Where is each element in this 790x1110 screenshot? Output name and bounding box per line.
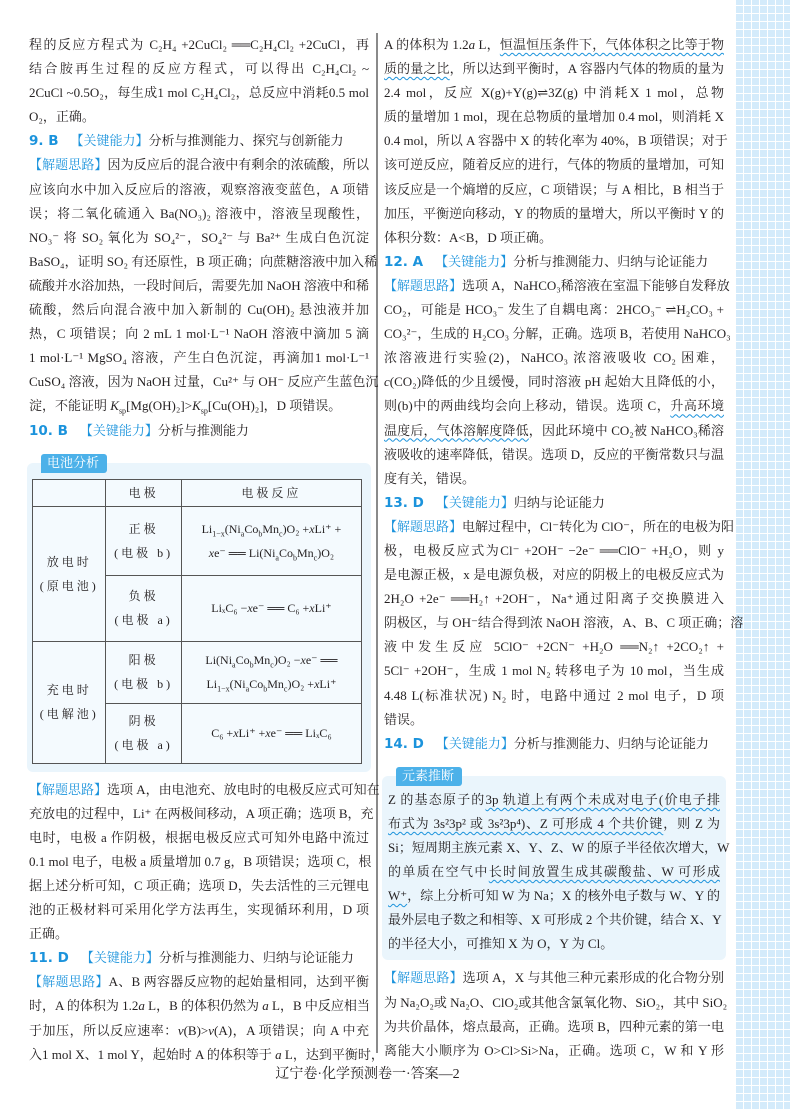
- text-segment: O₂，正确。: [29, 109, 95, 125]
- text-line: [29, 1019, 369, 1043]
- text-line: [29, 346, 369, 370]
- subscript: b: [258, 528, 263, 538]
- text-segment: Co: [235, 653, 250, 668]
- reaction-line: [182, 541, 361, 565]
- text-segment: L，达到平衡时，: [281, 1046, 384, 1062]
- column-divider: [376, 33, 378, 1053]
- text-segment: )O₂ +: [282, 521, 310, 536]
- text-segment: 选项 A，NaHCO₃稀溶液在室温下能够自发释放: [462, 277, 730, 293]
- text-segment: 热，C 项错误；向 2 mL 1 mol·L⁻¹ NaOH 溶液中滴加 5 滴: [29, 326, 369, 342]
- text-segment: 加压，平衡逆向移动，Y 的物质的量增大，所以平衡时 Y 的: [384, 205, 724, 221]
- italic-variable: x: [265, 726, 271, 741]
- state-cell: [33, 641, 106, 763]
- question-number: 14. D: [384, 735, 424, 752]
- subscript: a: [245, 684, 250, 694]
- text-segment: 错误。: [384, 711, 424, 727]
- text-line: [384, 298, 724, 322]
- subscript: a: [232, 660, 236, 670]
- text-line: [384, 105, 724, 129]
- text-line: [384, 419, 724, 443]
- text-segment: 阴极区，与 OH⁻结合得到浓 NaOH 溶液，A、B、C 项正确；溶: [384, 615, 744, 631]
- text-line: [29, 226, 369, 250]
- text-segment: CO₂，可能是 HCO₃⁻ 发生了自耦电离：2HCO₃⁻ ⇌H₂CO₃ +: [384, 302, 724, 318]
- right-column: [384, 33, 744, 1063]
- text-line: [384, 153, 724, 177]
- emphasis-underline: 恒温恒压条件下，气体体积之比等于物: [499, 37, 724, 52]
- text-line: [384, 659, 724, 683]
- text-line: [29, 826, 369, 850]
- text-segment: 是电源正极，x 是电源负极，对应的阴极上的电极反应式为: [384, 567, 724, 583]
- section-label: 【解题思路】: [384, 278, 463, 294]
- text-segment: e⁻ ══ LiₓC₆: [270, 726, 332, 741]
- text-line: [29, 874, 369, 898]
- key-ability-text: 分析与推测能力、探究与创新能力: [148, 133, 344, 149]
- text-line: [384, 394, 724, 418]
- text-line: [384, 129, 728, 153]
- text-segment: (Ni: [229, 677, 246, 692]
- text-segment: Li⁺ +: [314, 521, 342, 536]
- text-segment: Co: [278, 545, 293, 560]
- text-line: [29, 994, 369, 1018]
- text-line: [384, 611, 744, 635]
- text-line: [384, 966, 724, 990]
- text-segment: 电解过程中，Cl⁻转化为 ClO⁻，所在的电极为阳: [462, 518, 734, 534]
- text-segment: NO₃⁻ 将 SO₂ 氧化为 SO₄²⁻，SO₄²⁻ 与 Ba²⁺ 生成白色沉淀: [29, 229, 369, 245]
- text-segment: 浓溶液进行实验(2)，NaHCO₃ 浓溶液吸收 CO₂ 困难，: [384, 350, 724, 366]
- text-segment: ，因此环境中 CO₂被 NaHCO₃稀溶: [528, 422, 724, 438]
- text-line: [384, 202, 724, 226]
- text-line: [384, 33, 724, 57]
- text-line: [384, 563, 724, 587]
- text-segment: [Mg(OH)₂]>: [126, 398, 193, 414]
- text-line: [384, 467, 724, 491]
- subscript: 1−x: [217, 684, 230, 694]
- text-line: [384, 443, 724, 467]
- subscript: 1−x: [212, 528, 225, 538]
- question-number: 10. B: [29, 422, 68, 439]
- text-segment: 硫酸并水浴加热，一段时间后，需要先加 NaOH 溶液中和稀: [29, 277, 369, 293]
- text-segment: 结合胺再生过程的反应方程式，可以得出 C₂H₄Cl₂ ~: [29, 61, 369, 77]
- key-ability-label: 【关键能力】: [80, 951, 159, 967]
- text-line: [384, 178, 724, 202]
- question-number: 13. D: [384, 494, 424, 511]
- text-segment: Mn: [253, 653, 271, 668]
- italic-variable: a: [262, 998, 269, 1014]
- text-segment: Li(Ni: [205, 653, 233, 668]
- text-line: [388, 860, 720, 884]
- reaction-line: [182, 721, 361, 745]
- text-segment: 误；将二氧化硫通入 Ba(NO₃)₂ 溶液中，溶液呈现酸性，: [29, 205, 369, 221]
- emphasis-underline: 升高环境: [670, 398, 724, 414]
- text-segment: A 的体积为 1.2: [384, 37, 469, 52]
- italic-variable: v: [208, 1022, 215, 1038]
- reaction-cell: [181, 575, 361, 641]
- text-segment: )O₂ −: [273, 653, 301, 668]
- text-segment: )O₂ +: [287, 677, 315, 692]
- subscript: sp: [200, 407, 208, 416]
- key-ability-label: 【关键能力】: [435, 736, 514, 752]
- text-segment: 最外层电子数之和相等、X 可形成 2 个共价键，结合 X、Y: [388, 912, 722, 928]
- text-segment: Si；短周期主族元素 X、Y、Z、W 的原子半径依次增大，W: [388, 840, 730, 855]
- text-segment: 据上述分析可知，C 项正确；选项 D，失去活性的三元锂电: [29, 877, 369, 893]
- text-segment: )O₂: [317, 545, 335, 560]
- text-line: [388, 908, 720, 932]
- text-segment: Co: [249, 677, 264, 692]
- electrode-label: 正极: [128, 521, 159, 536]
- text-segment: 充放电的过程中，Li⁺ 在两极间移动，A 项正确；选项 B，充: [29, 805, 374, 821]
- text-line: [388, 932, 720, 956]
- text-line: [384, 684, 724, 708]
- text-segment: 程的反应方程式为 C₂H₄ +2CuCl₂ ══C₂H₄Cl₂ +2CuCl，再: [29, 37, 369, 52]
- text-line: [29, 105, 369, 129]
- text-segment: 极，电极反应式为Cl⁻ +2OH⁻ −2e⁻ ══ClO⁻ +H₂O，则 y: [384, 542, 724, 558]
- table-header-cell: 电极反应: [181, 479, 361, 506]
- key-ability-label: 【关键能力】: [79, 423, 158, 439]
- electrode-label: (电极 b): [114, 677, 174, 692]
- text-line: [384, 587, 724, 611]
- text-segment: [Cu(OH)₂]，D 项错误。: [207, 398, 342, 414]
- italic-variable: x: [208, 545, 215, 560]
- key-ability-label: 【关键能力】: [70, 134, 149, 150]
- text-segment: e⁻ ══: [305, 653, 338, 668]
- state-label: 充电时: [46, 683, 92, 698]
- italic-variable: x: [309, 601, 315, 616]
- text-line: [29, 81, 369, 105]
- text-segment: Co: [244, 521, 259, 536]
- text-segment: Li: [206, 677, 218, 692]
- text-segment: e⁻ ══ Li(Ni: [214, 545, 276, 560]
- text-segment: 该反应是一个熵增的反应，C 项错误；与 A 相比，B 相当于: [384, 181, 724, 197]
- text-segment: A、B 两容器反应物的起始量相同，达到平衡: [108, 974, 369, 990]
- text-segment: BaSO₄，证明 SO₂ 有还原性，B 项正确；向蔗糖溶液中加入稀: [29, 253, 378, 269]
- text-line: [384, 274, 730, 298]
- text-segment: e⁻ ══ C₆ +: [252, 601, 310, 616]
- subscript: a: [240, 528, 245, 538]
- text-line: [384, 1039, 724, 1063]
- subscript: b: [249, 660, 254, 670]
- reaction-line: [182, 517, 361, 541]
- key-ability-text: 分析与推测能力、归纳与论证能力: [158, 950, 354, 966]
- text-segment: LiₓC₆ −: [211, 601, 248, 616]
- left-column: [29, 33, 384, 1067]
- italic-variable: a: [275, 1046, 282, 1062]
- text-line: [388, 788, 720, 812]
- text-segment: 度有关，错误。: [384, 470, 476, 486]
- text-segment: 质的量增加 1 mol，现在总物质的量增加 0.4 mol，则消耗 X: [384, 109, 724, 125]
- decorative-grid-strip: [735, 0, 790, 1110]
- state-label: 放电时: [46, 554, 92, 569]
- text-segment: Mn: [297, 545, 314, 560]
- text-segment: 体积分数：A<B，D 项正确。: [384, 229, 553, 245]
- emphasis-underline: 布式为 3s²3p² 或 3s²3p⁴)、Z 可形成 4 个共价键: [388, 815, 664, 831]
- key-ability-text: 分析与推测能力、归纳与论证能力: [513, 735, 709, 751]
- question-heading: [29, 129, 369, 153]
- state-label: (原电池): [39, 578, 99, 593]
- subscript: c: [283, 684, 288, 694]
- question-number: 12. A: [384, 253, 424, 270]
- text-line: [29, 274, 369, 298]
- text-segment: 为 Na₂O₂或 Na₂O、ClO₂或其他含氯氧化物、SiO₂，其中 SiO₂: [384, 994, 728, 1010]
- question-heading: [384, 732, 724, 756]
- text-segment: ，则 Z 为: [663, 815, 720, 831]
- text-segment: Mn: [267, 677, 284, 692]
- electrode-label: (电极 a): [114, 613, 173, 628]
- table-row: [33, 506, 362, 575]
- reaction-line: [182, 672, 361, 696]
- reaction-line: [182, 648, 361, 672]
- subscript: b: [263, 684, 268, 694]
- text-segment: 离能大小顺序为 O>Cl>Si>Na，正确。选项 C，W 和 Y 形: [384, 1042, 724, 1058]
- text-segment: 池的正极材料可采用化学方法再生，实现循环利用，D 项: [29, 902, 369, 918]
- text-line: [29, 370, 379, 394]
- text-segment: ，所以达到平衡时，A 容器内气体的物质的量为: [449, 61, 724, 77]
- text-segment: CuSO₄ 溶液，因为 NaOH 过量，Cu²⁺ 与 OH⁻ 反应产生蓝色沉: [29, 374, 379, 390]
- italic-variable: x: [247, 601, 253, 616]
- subscript: b: [293, 552, 297, 562]
- question-number: 9. B: [29, 133, 59, 150]
- text-segment: 液吸收的速率降低，错误。选项 D，反应的平衡常数只与温: [384, 446, 724, 462]
- text-segment: 5Cl⁻ +2OH⁻，生成 1 mol N₂ 转移电子为 10 mol，当生成: [384, 663, 724, 679]
- text-line: [29, 202, 369, 226]
- electrode-cell: [106, 703, 181, 763]
- italic-variable: v: [177, 1022, 184, 1038]
- battery-analysis-tag: 电池分析: [41, 454, 107, 473]
- subscript: a: [275, 552, 279, 562]
- italic-variable: x: [309, 521, 315, 536]
- electrode-reaction-table: [32, 479, 362, 764]
- section-label: 【解题思路】: [29, 158, 108, 174]
- electrode-cell: [106, 575, 181, 641]
- reaction-cell: [181, 703, 361, 763]
- text-line: [29, 322, 369, 346]
- text-segment: Mn: [262, 521, 279, 536]
- text-line: [29, 970, 369, 994]
- text-line: [384, 370, 724, 394]
- electrode-label: 负极: [128, 589, 159, 604]
- state-label: (电解池): [39, 707, 99, 722]
- text-line: [29, 778, 380, 802]
- electrode-label: (电极 a): [114, 738, 173, 753]
- text-line: [29, 394, 369, 418]
- text-segment: Li⁺: [314, 601, 332, 616]
- reaction-cell: [181, 506, 361, 575]
- key-ability-text: 分析与推测能力: [157, 422, 249, 438]
- text-line: [29, 178, 369, 202]
- question-heading: [29, 419, 369, 443]
- key-ability-label: 【关键能力】: [435, 254, 514, 270]
- text-segment: 2CuCl ~0.5O₂，每生成1 mol C₂H₄Cl₂，总反应中消耗0.5 mol: [29, 85, 369, 101]
- text-segment: 为共价晶体，熔点最高，正确。选项 B，四种元素的第一电: [384, 1018, 724, 1034]
- text-line: [384, 226, 724, 250]
- text-segment: 选项 A，由电池充、放电时的电极反应式可知在: [107, 781, 380, 797]
- text-line: [29, 57, 369, 81]
- italic-variable: x: [314, 677, 320, 692]
- text-line: [384, 515, 734, 539]
- subscript: sp: [118, 407, 127, 416]
- table-header-cell: 电极: [106, 479, 181, 506]
- element-inference-tag: 元素推断: [396, 767, 462, 786]
- text-segment: C₆ +: [211, 726, 234, 741]
- text-segment: 正确。: [29, 926, 69, 942]
- text-segment: (Ni: [224, 521, 241, 536]
- key-ability-text: 分析与推测能力、归纳与论证能力: [513, 253, 709, 269]
- italic-variable: c: [384, 374, 390, 390]
- text-segment: 则(b)中的两曲线均会向上移动，错误。选项 C，: [384, 398, 671, 414]
- text-line: [29, 250, 378, 274]
- italic-variable: x: [300, 653, 306, 668]
- text-segment: 0.4 mol，所以 A 容器中 X 的转化率为 40%，B 项错误；对于: [384, 133, 728, 149]
- text-segment: ，综上分析可知 W 为 Na；X 的核外电子数与 W、Y 的: [407, 888, 720, 904]
- question-heading: [384, 250, 724, 274]
- text-segment: (CO₂)降低的少且缓慢，同时溶液 pH 起始大且降低的小，: [389, 374, 724, 390]
- state-cell: [33, 506, 106, 641]
- text-segment: Li⁺ +: [238, 726, 266, 741]
- text-line: [388, 836, 730, 860]
- text-segment: 电时，电极 a 作阴极，根据电极反应式可知外电路中流过: [29, 829, 369, 845]
- text-line: [384, 991, 728, 1015]
- table-row: [33, 641, 362, 703]
- text-segment: 的单质在空气中: [388, 864, 489, 880]
- text-line: [384, 322, 731, 346]
- text-segment: Li⁺: [319, 677, 337, 692]
- subscript: c: [279, 528, 283, 538]
- text-segment: (B)>: [183, 1022, 209, 1038]
- section-label: 【解题思路】: [29, 975, 109, 991]
- text-segment: Li: [201, 521, 213, 536]
- emphasis-underline: 3p 轨道上有两个未成对电子(价电子排: [485, 791, 720, 807]
- electrode-label: 阴极: [128, 714, 159, 729]
- text-line: [388, 884, 720, 908]
- text-segment: 因为反应后的混合液中有剩余的浓硫酸，所以: [107, 157, 369, 173]
- section-label: 【解题思路】: [29, 782, 108, 798]
- italic-variable: x: [233, 726, 239, 741]
- text-line: [384, 708, 724, 732]
- text-line: [29, 802, 374, 826]
- electrode-label: (电极 b): [114, 545, 174, 560]
- section-label: 【解题思路】: [384, 519, 463, 535]
- emphasis-underline: 温度后，气体溶解度降低: [384, 422, 529, 438]
- text-segment: 应该向水中加入反应后的溶液，观察溶液变蓝色，A 项错: [29, 181, 369, 197]
- electrode-cell: [106, 641, 181, 703]
- italic-variable: K: [192, 398, 201, 414]
- text-segment: 0.1 mol 电子，电极 a 质量增加 0.7 g，B 项错误；选项 C，根: [29, 853, 372, 869]
- electrode-cell: [106, 506, 181, 575]
- text-line: [384, 635, 724, 659]
- text-line: [29, 153, 369, 177]
- subscript: c: [313, 552, 318, 562]
- text-segment: 的半径大小，可推知 X 为 O，Y 为 Cl。: [388, 936, 614, 952]
- text-segment: L，: [475, 37, 500, 52]
- emphasis-underline: 长时间放置生成其碳酸盐、W 可形成: [488, 864, 720, 880]
- emphasis-underline: 质的量之比: [384, 61, 450, 77]
- key-ability-text: 归纳与论证能力: [513, 494, 605, 510]
- text-segment: Z 的基态原子的: [388, 791, 486, 807]
- question-heading: [384, 491, 724, 515]
- text-line: [29, 850, 372, 874]
- text-line: [29, 898, 369, 922]
- subscript: c: [270, 660, 274, 670]
- text-segment: CO₃²⁻，生成的 H₂CO₃ 分解，正确。选项 B，若使用 NaHCO₃: [384, 326, 731, 342]
- text-segment: 时，A 的体积为 1.2: [29, 998, 139, 1014]
- text-segment: 硫酸，然后向混合液中加入新制的 Cu(OH)₂ 悬浊液并加: [29, 302, 369, 318]
- table-header-cell: [33, 479, 106, 506]
- text-line: [384, 81, 724, 105]
- text-segment: 于加压，所以反应速率：: [29, 1022, 178, 1038]
- element-inference-box: [382, 768, 730, 961]
- text-segment: 该可逆反应，随着反应的进行，气体的物质的量增加，可知: [384, 157, 724, 173]
- reaction-line: [182, 596, 361, 620]
- italic-variable: a: [138, 998, 145, 1014]
- text-segment: 入1 mol X、1 mol Y，起始时 A 的体积等于: [29, 1046, 276, 1062]
- italic-variable: K: [110, 398, 119, 414]
- text-segment: (A)，A 项错误；向 A 中充: [214, 1022, 369, 1038]
- text-line: [384, 539, 724, 563]
- text-line: [29, 298, 369, 322]
- electrode-label: 阳极: [128, 653, 159, 668]
- text-segment: L，B 的体积仍然为: [144, 998, 263, 1014]
- page-footer: 辽宁卷·化学预测卷一·答案—2: [275, 1067, 460, 1082]
- text-line: [384, 1015, 724, 1039]
- text-segment: 2.4 mol，反应 X(g)+Y(g)⇌3Z(g) 中消耗X 1 mol，总物: [384, 85, 724, 101]
- text-line: [384, 57, 724, 81]
- text-line: [388, 812, 720, 836]
- text-segment: 1 mol·L⁻¹ MgSO₄ 溶液，产生白色沉淀，再滴加1 mol·L⁻¹: [29, 350, 369, 366]
- text-line: [29, 922, 369, 946]
- text-segment: L，B 中反应相当: [268, 998, 370, 1014]
- key-ability-label: 【关键能力】: [435, 495, 514, 511]
- text-segment: 液中发生反应 5ClO⁻ +2CN⁻ +H₂O ══N₂↑ +2CO₂↑ +: [384, 639, 724, 655]
- question-number: 11. D: [29, 950, 69, 967]
- text-segment: 4.48 L(标准状况) N₂ 时，电路中通过 2 mol 电子，D 项: [384, 687, 724, 703]
- table-header-row: [33, 479, 362, 506]
- text-line: [384, 346, 724, 370]
- emphasis-underline: W⁺: [388, 888, 408, 904]
- reaction-cell: [181, 641, 361, 703]
- battery-analysis-box: [27, 455, 371, 772]
- text-line: [29, 33, 369, 57]
- text-segment: 淀，不能证明: [29, 398, 111, 414]
- italic-variable: a: [468, 37, 476, 52]
- text-segment: 选项 A，X 与其他三种元素形成的化合物分别: [462, 970, 724, 986]
- section-label: 【解题思路】: [384, 971, 463, 987]
- text-segment: 2H₂O +2e⁻ ══H₂↑ +2OH⁻，Na⁺通过阳离子交换膜进入: [384, 591, 724, 607]
- question-heading: [29, 946, 369, 970]
